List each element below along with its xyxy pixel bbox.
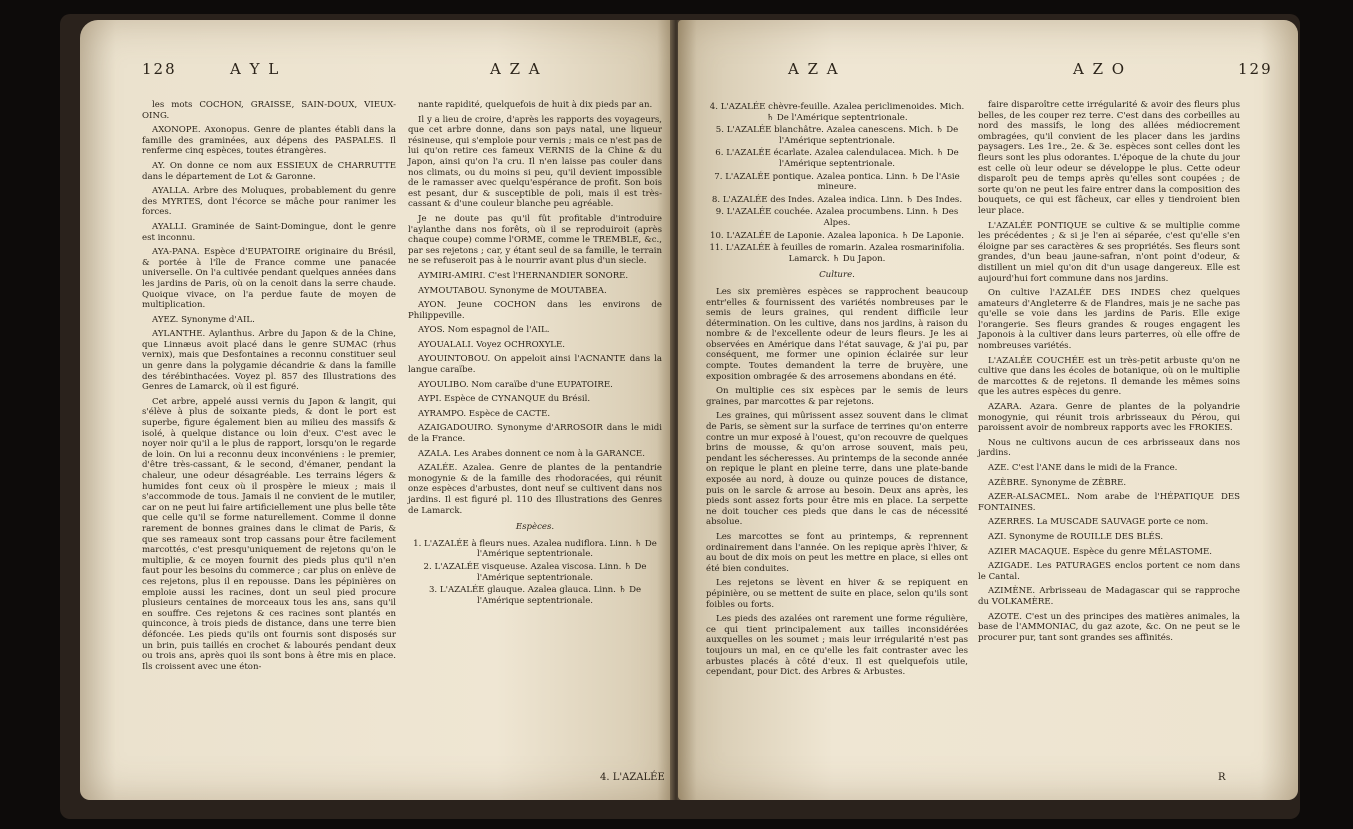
paragraph: Il y a lieu de croire, d'après les rapports des voyageurs, que cet arbre donne, dans son pays natal, une liqueur résineuse, qui s'emploie pour vernis ; mais ce n'est pas de lui qu'on retire ces fameux VERNIS de la Chine & du Japon, ainsi qu'on l'a cru. Il n'en laisse pas couler dans nos climats, ou du moins si peu, qu'il devient impossible de le ramasser avec quelqu'espérance de profit. Son bois est pesant, dur & susceptible de poli, mais il est très-cassant & d'une couleur blanche peu agréable. — [408, 114, 662, 210]
paragraph: AZIER MACAQUE. Espèce du genre MÉLASTOME. — [988, 546, 1213, 557]
paragraph: AZER-ALSACMEL. Nom arabe de l'HÉPATIQUE DES FONTAINES. — [978, 492, 1240, 513]
paragraph: Nous ne cultivons aucun de ces arbrisseaux dans nos jardins. — [978, 437, 1240, 459]
paragraph: 9. L'AZALÉE couchée. Azalea procumbens. Linn. ♄ Des Alpes. — [715, 207, 959, 228]
paragraph: AYMIRI-AMIRI. C'est l'HERNANDIER SONORE. — [418, 270, 629, 281]
paragraph: AYLANTHE. Aylanthus. Arbre du Japon & de la Chine, que Linnæus avoit placé dans le genre SUMAC (rhus vernix), mais que Desfontaines a reconnu constituer seul un genre dans la polygamie décandrie & dans la famille des térébinthacées. Voyez pl. 857 des Illustrations des Genres de Lamarck, où il est figuré. — [142, 329, 396, 393]
paragraph: Je ne doute pas qu'il fût profitable d'introduire l'aylanthe dans nos forêts, où il se reproduiroit (après chaque coupe) comme l'ORME, comme le TREMBLE, &c., par ses rejetons ; car, y étant seul de sa famille, le terrain ne se refuseroit pas à le nourrir avant plus d'un siecle. — [408, 213, 662, 267]
paragraph: AYMOUTABOU. Synonyme de MOUTABEA. — [418, 285, 607, 296]
paragraph: AYOULIBO. Nom caraïbe d'une EUPATOIRE. — [418, 379, 613, 390]
paragraph: AY. On donne ce nom aux ESSIEUX de CHARRUTTE dans le département de Lot & Garonne. — [142, 160, 396, 182]
paragraph: AZI. Synonyme de ROUILLE DES BLÉS. — [988, 531, 1164, 542]
paragraph: L'AZALÉE COUCHÉE est un très-petit arbuste qu'on ne cultive que dans les écoles de botanique, où on le multiplie de marcottes & de rejetons. Il demande les mêmes soins que les autres espèces du genre. — [978, 355, 1240, 398]
right-column-2 — [978, 100, 1240, 647]
page-number: 129 — [1238, 60, 1273, 78]
running-head-left: A Z A — [788, 60, 840, 78]
page-number: 128 — [142, 60, 177, 78]
paragraph: AYOUINTOBOU. On appeloit ainsi l'ACNANTE dans la langue caraïbe. — [408, 354, 662, 376]
paragraph: AZALÉE. Azalea. Genre de plantes de la pentandrie monogynie & de la famille des rhodoracées, qui réunit onze espèces d'arbustes, dont neuf se cultivent dans nos jardins. Il est figuré pl. 110 des Illustrations des Genres de Lamarck. — [408, 463, 662, 516]
paragraph: 2. L'AZALÉE visqueuse. Azalea viscosa. Linn. ♄ De l'Amérique septentrionale. — [423, 561, 647, 583]
paragraph: 11. L'AZALÉE à feuilles de romarin. Azalea rosmarinifolia. Lamarck. ♄ Du Japon. — [709, 243, 965, 264]
paragraph: faire disparoître cette irrégularité & avoir des fleurs plus belles, de les couper rez terre. C'est dans des corbeilles au nord des massifs, le long des allées médiocrement ombragées, qu'il convient de les placer dans les jardins paysagers. Les 1re., 2e. & 3e. espèces sont celles dont les fleurs sont les plus odorantes. L'époque de la chute du jour est celle où leur odeur se développe le plus. Cette odeur disparoît peu de temps après qu'elles sont coupées ; de sorte qu'on ne peut les faire entrer dans la composition des bouquets, ce qui est fâcheux, car elles y tiendroient bien leur place. — [978, 100, 1240, 216]
paragraph: Les pieds des azalées ont rarement une forme régulière, ce qui tient principalement aux tailles inconsidérées auxquelles on les soumet ; mais leur irrégularité n'est pas toujours un mal, en ce qu'elle les fait contraster avec les arbustes placés à côté d'eux. Il est quelquefois utile, cependant, pour Dict. des Arbres & Arbustes. — [706, 614, 968, 678]
paragraph: AYRAMPO. Espèce de CACTE. — [418, 408, 551, 419]
paragraph: les mots COCHON, GRAISSE, SAIN-DOUX, VIEUX-OING. — [142, 100, 396, 121]
paragraph: AZÈBRE. Synonyme de ZÈBRE. — [988, 477, 1127, 488]
paragraph: AYOS. Nom espagnol de l'AIL. — [418, 325, 550, 336]
running-head-left: A Y L — [230, 60, 281, 78]
paragraph: AZOTE. C'est un des principes des matières animales, la base de l'AMMONIAC, du gaz azote, &c. On ne peut se le procurer pur, tant sont grandes ses affinités. — [978, 611, 1240, 643]
paragraph: Les six premières espèces se rapprochent beaucoup entr'elles & fournissent des variétés nombreuses par le semis de leurs graines, qui rendent difficile leur détermination. On les cultive, dans nos jardins, à raison du nombre & de l'excellente odeur de leurs fleurs. Je les ai observées en Amérique dans l'état sauvage, & j'ai pu, par conséquent, me former une opinion éclairée sur leur compte. Toutes demandent la terre de bruyère, une exposition ombragée & des arrosemens abondans en été. — [706, 286, 968, 382]
right-page — [678, 20, 1298, 800]
paragraph: AYPI. Espèce de CYNANQUE du Brésil. — [418, 394, 591, 405]
paragraph: AYALLA. Arbre des Moluques, probablement du genre des MYRTES, dont l'écorce se mâche pour ranimer les forces. — [142, 186, 396, 218]
paragraph: AYALLI. Graminée de Saint-Domingue, dont le genre est inconnu. — [142, 221, 396, 243]
paragraph: 6. L'AZALÉE écarlate. Azalea calendulacea. Mich. ♄ De l'Amérique septentrionale. — [715, 148, 959, 169]
paragraph: L'AZALÉE PONTIQUE se cultive & se multiplie comme les précédentes ; & si je l'en ai séparée, c'est qu'elle s'en éloigne par ses caractères & ses propriétés. Ses fleurs sont grandes, d'un beau jaune-safran, n'ont point d'odeur, & distillent un miel qu'on dit d'un usage dangereux. Elle est aujourd'hui fort commune dans nos jardins. — [978, 220, 1240, 284]
paragraph: AYON. Jeune COCHON dans les environs de Philippeville. — [408, 300, 662, 321]
paragraph: AYEZ. Synonyme d'AIL. — [152, 314, 255, 325]
paragraph: Les rejetons se lèvent en hiver & se repiquent en pépinière, ou se mettent de suite en place, selon qu'ils sont foibles ou forts. — [706, 578, 968, 610]
running-head-right: A Z O — [1073, 60, 1127, 78]
paragraph: AZIGADE. Les PATURAGES enclos portent ce nom dans le Cantal. — [978, 561, 1240, 582]
paragraph: AZAIGADOUIRO. Synonyme d'ARROSOIR dans le midi de la France. — [408, 423, 662, 445]
paragraph: AZARA. Azara. Genre de plantes de la polyandrie monogynie, qui réunit trois arbrisseaux du Pérou, qui paroissent avoir de nombreux rapports avec les FROKIES. — [978, 402, 1240, 434]
paragraph: 3. L'AZALÉE glauque. Azalea glauca. Linn. ♄ De l'Amérique septentrionale. — [428, 585, 642, 606]
catchword: 4. L'AZALÉE — [600, 772, 665, 783]
paragraph: 10. L'AZALÉE de Laponie. Azalea laponica. ♄ De Laponie. — [709, 230, 965, 241]
paragraph: Cet arbre, appelé aussi vernis du Japon & langit, qui s'élève à plus de soixante pieds, & dont le port est superbe, figure également bien au milieu des massifs & isolé, à quelque distance ou loin d'eux. C'est avec le noyer noir qu'il a le plus de rapport, lorsqu'on le regarde de loin. On lui a reconnu deux inconvéniens : le premier, d'être très-cassant, & le second, d'émaner, pendant la chaleur, une odeur désagréable. Les terrains légers & humides font ceux où il prospère le mieux ; mais il s'accommode de tous. Jamais il ne convient de le mutiler, car on ne peut lui faire artificiellement une plus belle tête que celle qu'il se forme naturellement. Comme il donne rarement de bonnes graines dans le climat de Paris, & que ses rameaux sont trop cassans pour être facilement marcottés, c'est presqu'uniquement de rejetons qu'on le multiplie, & ce moyen fournit des pieds plus qu'il n'en faut pour les besoins du commerce ; car plus on enlève de ces rejetons, plus il en repousse. Dans les pépinières on emploie aussi les racines, dont un seul pied procure plusieurs centaines de morceaux tous les ans, sans qu'il en souffre. Ces rejetons & ces racines sont plantés en quinconce, à trois pieds de distance, dans une terre bien défoncée. Les pieds qu'ils ont fournis sont disposés sur un brin, puis taillés en crochet & labourés pendant deux ou trois ans, après quoi ils sont bons à être mis en place. Ils croissent avec une éton- — [142, 396, 397, 672]
paragraph: AXONOPE. Axonopus. Genre de plantes établi dans la famille des graminées, aux dépens des PASPALES. Il renferme cinq espèces, toutes étrangères. — [142, 125, 396, 157]
paragraph: 7. L'AZALÉE pontique. Azalea pontica. Linn. ♄ De l'Asie mineure. — [714, 171, 960, 193]
paragraph: AZERRES. La MUSCADE SAUVAGE porte ce nom. — [988, 517, 1209, 528]
left-column-1 — [142, 100, 396, 676]
paragraph: 8. L'AZALÉE des Indes. Azalea indica. Linn. ♄ Des Indes. — [711, 194, 963, 205]
signature-mark: R — [1218, 772, 1226, 783]
paragraph: Les graines, qui mûrissent assez souvent dans le climat de Paris, se sèment sur la surface de terrines qu'on enterre contre un mur exposé à l'ouest, qu'on recouvre de quelques brins de mousse, & qu'on arrose souvent, mais peu, pendant les sécheresses. Au printemps de la seconde année on repique le plant en pleine terre, dans une plate-bande exposée au nord, à douze ou quinze pouces de distance, puis on le sarcle & arrose au besoin. Deux ans après, les pieds sont assez forts pour être mis en place. La serpette ne doit toucher ces pieds que dans le cas de nécessité absolue. — [706, 411, 968, 528]
paragraph: Espèces. — [515, 522, 555, 533]
paragraph: AYA-PANA. Espèce d'EUPATOIRE originaire du Brésil, & portée à l'île de France comme une panacée universelle. On l'a cultivée pendant quelques années dans les jardins de Paris, où on la cenoit dans la serre chaude. Quoique vivace, on l'a perdue faute de moyen de multiplication. — [142, 247, 396, 311]
right-column-1 — [706, 100, 968, 682]
paragraph: On multiplie ces six espèces par le semis de leurs graines, par marcottes & par rejetons. — [706, 386, 968, 407]
left-page — [80, 20, 675, 800]
running-head-right: A Z A — [490, 60, 542, 78]
paragraph: AZIMÈNE. Arbrisseau de Madagascar qui se rapproche du VOLKAMÈRE. — [978, 586, 1240, 607]
paragraph: 4. L'AZALÉE chèvre-feuille. Azalea periclimenoides. Mich. ♄ De l'Amérique septentrionale. — [709, 102, 965, 123]
paragraph: Culture. — [819, 270, 855, 281]
left-column-2 — [408, 100, 662, 608]
paragraph: AZALA. Les Arabes donnent ce nom à la GARANCE. — [418, 448, 645, 459]
paragraph: On cultive l'AZALÉE DES INDES chez quelques amateurs d'Angleterre & de Flandres, mais je ne sache pas qu'elle se voie dans les jardins de Paris. Elle exige l'orangerie. Ses fleurs grandes & rouges engagent les Japonois à la cultiver dans leurs parterres, où elle offre de nombreuses variétés. — [978, 288, 1240, 352]
paragraph: AZE. C'est l'ANE dans le midi de la France. — [988, 463, 1178, 473]
paragraph: 1. L'AZALÉE à fleurs nues. Azalea nudiflora. Linn. ♄ De l'Amérique septentrionale. — [413, 538, 657, 560]
paragraph: nante rapidité, quelquefois de huit à dix pieds par an. — [418, 100, 653, 110]
paragraph: Les marcottes se font au printemps, & reprennent ordinairement dans l'année. On les repique après l'hiver, & au bout de dix mois on peut les mettre en place, si elles ont été bien conduites. — [706, 531, 968, 574]
paragraph: 5. L'AZALÉE blanchâtre. Azalea canescens. Mich. ♄ De l'Amérique septentrionale. — [715, 125, 959, 146]
paragraph: AYOUALALI. Voyez OCHROXYLE. — [418, 339, 566, 350]
